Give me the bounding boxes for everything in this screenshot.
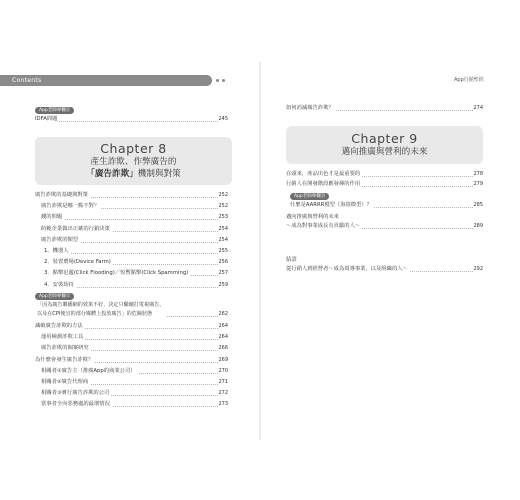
chapter-9-box xyxy=(286,126,483,164)
toc-entry: 行銷人在開發階段應發揮的作用 279 xyxy=(286,181,483,187)
toc-entry: 3．點擊氾濫(Click Flooding)／短暫點擊(Click Spamming) 257 xyxy=(44,270,228,277)
header-dot-icon xyxy=(222,79,225,82)
toc-entry: 4．安裝劫持 259 xyxy=(44,281,228,288)
column-badge: App老師專欄⑫ xyxy=(35,293,74,300)
column-badge: App老師專欄⑬ xyxy=(290,193,329,200)
toc-entry: 1．機器人 255 xyxy=(44,248,228,254)
toc-entry: 如何消滅廣告詐欺？ 274 xyxy=(286,105,483,111)
toc-entry: 邁向推廣與營利的未來 xyxy=(286,214,339,220)
running-head-right: App行銷聖經 xyxy=(454,77,484,83)
toc-entry: 相關者③實行廣告詐欺的公司 272 xyxy=(41,390,228,397)
header-dot-icon xyxy=(216,79,219,82)
toc-entry: IDFA問題 245 xyxy=(35,116,228,122)
toc-entry: 廣告詐欺是哪一點不對？ 252 xyxy=(41,203,228,210)
toc-entry-multiline: 「因為廣告聯播網的效果不好，決定只繼續打電視廣告， 以及在CPI便宜的部分媒體上投放廣告」的危險狀態 262 xyxy=(37,302,228,317)
toc-entry: 識破廣告詐欺的方法 264 xyxy=(35,323,228,329)
toc-entry: 防範企業做出正確的行銷決策 254 xyxy=(41,225,228,232)
chapter-subtitle: 邁向推廣與營利的未來 xyxy=(341,147,428,157)
toc-entry: 廣告詐欺的類型 254 xyxy=(41,236,228,243)
chapter-subtitle-line1: 產生詐欺、作弊廣告的 xyxy=(90,157,177,167)
toc-entry: 什麼是AARRR模型（海盜模型）？ 285 xyxy=(290,202,483,208)
chapter-8-box xyxy=(35,137,232,185)
toc-entry: 從行銷人到經營者～成為領導事業，以及組織的人～ 292 xyxy=(286,266,483,272)
chapter-subtitle-line2: 「廣告詐欺」機制與對策 xyxy=(86,169,181,179)
toc-entry: 錢的問題 253 xyxy=(41,214,228,221)
chapter-title: Chapter 9 xyxy=(351,131,418,146)
toc-entry: 2．裝置農場(Device Farm) 256 xyxy=(44,259,228,266)
toc-entry: 當事者全向惡務處的最壞情況 273 xyxy=(41,401,228,408)
toc-entry: ～成為對事業成長有貢獻的人～ 289 xyxy=(286,223,483,229)
toc-entry: 廣告詐欺的個案研究 266 xyxy=(41,345,228,352)
toc-entry: 廣告詐欺的基礎與對策 252 xyxy=(35,192,228,198)
contents-header-title: Contents xyxy=(12,77,42,84)
conclusion-heading: 結語 xyxy=(286,257,297,263)
toc-entry: 運用檢測詐欺工具 264 xyxy=(41,334,228,341)
column-badge: App老師專欄⑪ xyxy=(35,107,74,114)
toc-entry: 相關者②廣告代理商 271 xyxy=(41,379,228,385)
toc-entry: 在頭來，產品出色才是最重要的 278 xyxy=(286,171,483,177)
book-spine xyxy=(259,62,261,440)
toc-entry: 相關者①廣告主（推廣App的商業公司） 270 xyxy=(41,367,228,374)
toc-entry: 為什麼會發生廣告詐欺？ 269 xyxy=(35,356,228,363)
chapter-title: Chapter 8 xyxy=(100,141,167,156)
